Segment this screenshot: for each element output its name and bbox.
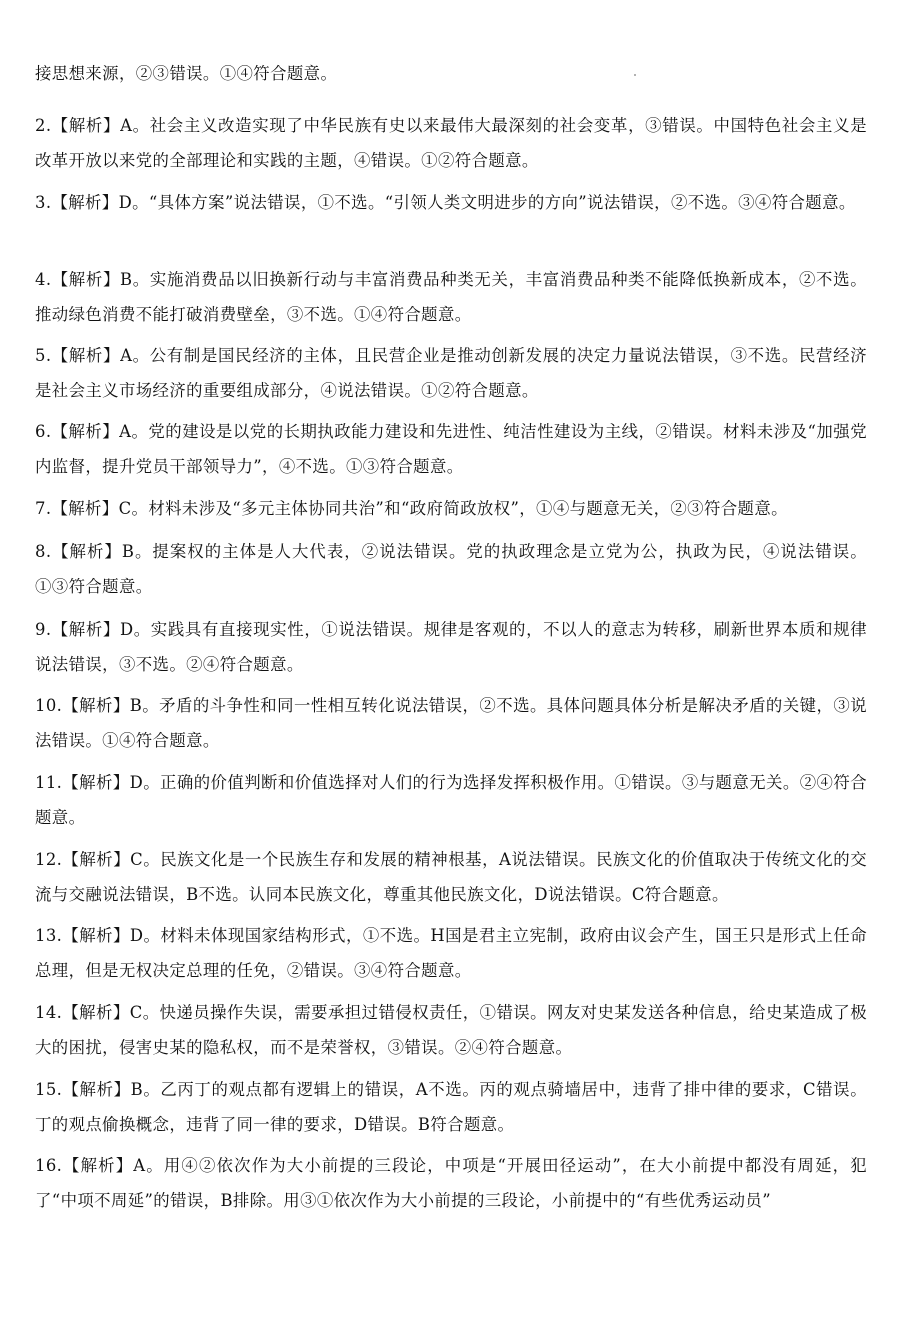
answer-2: 2.【解析】A。社会主义改造实现了中华民族有史以来最伟大最深刻的社会变革，③错误。中国特色社会主义是改革开放以来党的全部理论和实践的主题，④错误。①②符合题意。 xyxy=(35,116,867,170)
answer-continuation: 接思想来源，②③错误。①④符合题意。 xyxy=(35,64,338,83)
answer-16: 16.【解析】A。用④②依次作为大小前提的三段论，中项是“开展田径运动”，在大小前提中都没有周延，犯了“中项不周延”的错误，B排除。用③①依次作为大小前提的三段论，小前提中的“有些优秀运动员” xyxy=(35,1156,867,1210)
answer-12: 12.【解析】C。民族文化是一个民族生存和发展的精神根基，A说法错误。民族文化的价值取决于传统文化的交流与交融说法错误，B不选。认同本民族文化，尊重其他民族文化，D说法错误。C符合题意。 xyxy=(35,850,867,904)
answer-7: 7.【解析】C。材料未涉及“多元主体协同共治”和“政府简政放权”，①④与题意无关，②③符合题意。 xyxy=(35,499,788,518)
answer-6: 6.【解析】A。党的建设是以党的长期执政能力建设和先进性、纯洁性建设为主线，②错误。材料未涉及“加强党内监督，提升党员干部领导力”，④不选。①③符合题意。 xyxy=(35,422,867,476)
answer-3: 3.【解析】D。“具体方案”说法错误，①不选。“引领人类文明进步的方向”说法错误，②不选。③④符合题意。 xyxy=(35,193,856,212)
answer-8: 8.【解析】B。提案权的主体是人大代表，②说法错误。党的执政理念是立党为公，执政为民，④说法错误。①③符合题意。 xyxy=(35,542,867,596)
answer-15: 15.【解析】B。乙丙丁的观点都有逻辑上的错误，A不选。丙的观点骑墙居中，违背了排中律的要求，C错误。丁的观点偷换概念，违背了同一律的要求，D错误。B符合题意。 xyxy=(35,1080,867,1134)
answer-13: 13.【解析】D。材料未体现国家结构形式，①不选。H国是君主立宪制，政府由议会产生，国王只是形式上任命总理，但是无权决定总理的任免，②错误。③④符合题意。 xyxy=(35,926,867,980)
answer-5: 5.【解析】A。公有制是国民经济的主体，且民营企业是推动创新发展的决定力量说法错误，③不选。民营经济是社会主义市场经济的重要组成部分，④说法错误。①②符合题意。 xyxy=(35,346,867,400)
answer-14: 14.【解析】C。快递员操作失误，需要承担过错侵权责任，①错误。网友对史某发送各种信息，给史某造成了极大的困扰，侵害史某的隐私权，而不是荣誉权，③错误。②④符合题意。 xyxy=(35,1003,867,1057)
answer-9: 9.【解析】D。实践具有直接现实性，①说法错误。规律是客观的，不以人的意志为转移，刷新世界本质和规律说法错误，③不选。②④符合题意。 xyxy=(35,620,867,674)
answer-10: 10.【解析】B。矛盾的斗争性和同一性相互转化说法错误，②不选。具体问题具体分析是解决矛盾的关键，③说法错误。①④符合题意。 xyxy=(35,696,867,750)
answer-11: 11.【解析】D。正确的价值判断和价值选择对人们的行为选择发挥积极作用。①错误。③与题意无关。②④符合题意。 xyxy=(35,773,867,827)
answer-4: 4.【解析】B。实施消费品以旧换新行动与丰富消费品种类无关，丰富消费品种类不能降低换新成本，②不选。推动绿色消费不能打破消费壁垒，③不选。①④符合题意。 xyxy=(35,270,867,324)
